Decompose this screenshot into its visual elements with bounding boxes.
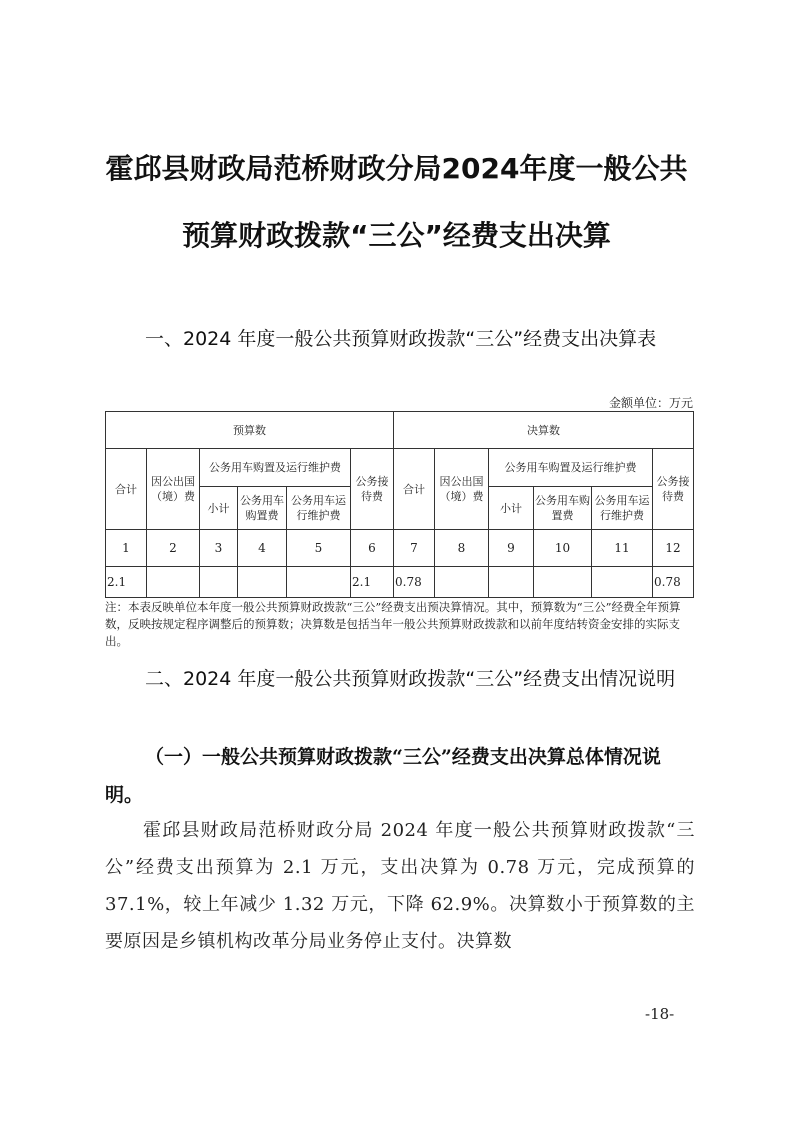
budget-vehicle-group-header: 公务用车购置及运行维护费: [200, 449, 351, 487]
document-title-line-2: 预算财政拨款“三公”经费支出决算: [182, 219, 611, 252]
table-note: 注：本表反映单位本年度一般公共预算财政拨款“三公”经费支出预决算情况。其中，预算数为“三公”经费全年预算数，反映按规定程序调整后的预算数；决算数是包括当年一般公共预算财政拨款和以前年度结转资金安排的实际支出。: [105, 600, 681, 648]
index-cell: 3: [200, 530, 238, 567]
table-group-header-row: [106, 412, 694, 449]
data-cell: [287, 567, 351, 598]
data-cell: [200, 567, 238, 598]
final-abroad-header: 因公出国（境）费: [435, 449, 489, 530]
data-cell: 0.78: [394, 567, 435, 598]
three-public-expenses-table: [105, 411, 694, 598]
data-cell: [534, 567, 592, 598]
index-cell: 5: [287, 530, 351, 567]
table-index-row: [106, 530, 694, 567]
final-subtotal-header: 小计: [489, 487, 534, 530]
body-paragraph: 霍邱县财政局范桥财政分局 2024 年度一般公共预算财政拨款“三公”经费支出预算为 2.1 万元，支出决算为 0.78 万元，完成预算的 37.1%，较上年减少 1.32 万元，下降 62.9%。决算数小于预算数的主要原因是乡镇机构改革分局业务停止支付。决算数: [105, 820, 695, 952]
table-data-row: [106, 567, 694, 598]
index-cell: 8: [435, 530, 489, 567]
index-cell: 6: [351, 530, 394, 567]
index-cell: 1: [106, 530, 147, 567]
data-cell: 2.1: [351, 567, 394, 598]
budget-vehicle-operation-header: 公务用车运行维护费: [287, 487, 351, 530]
budget-reception-header: 公务接待费: [351, 449, 394, 530]
subsection-1-heading: （一）一般公共预算财政拨款“三公”经费支出决算总体情况说明。: [105, 746, 661, 806]
budget-subtotal-header: 小计: [200, 487, 238, 530]
section-1-heading: 一、2024 年度一般公共预算财政拨款“三公”经费支出决算表: [145, 328, 657, 350]
final-vehicle-purchase-header: 公务用车购置费: [534, 487, 592, 530]
data-cell: [147, 567, 200, 598]
document-title-line-1: 霍邱县财政局范桥财政分局2024年度一般公共: [105, 152, 688, 185]
final-vehicle-operation-header: 公务用车运行维护费: [592, 487, 653, 530]
final-total-header: 合计: [394, 449, 435, 530]
budget-total-header: 合计: [106, 449, 147, 530]
index-cell: 10: [534, 530, 592, 567]
table-column-header-row: [106, 449, 694, 487]
budget-group-header: 预算数: [106, 412, 394, 449]
final-reception-header: 公务接待费: [653, 449, 694, 530]
index-cell: 12: [653, 530, 694, 567]
page-number: -18-: [645, 1005, 675, 1023]
index-cell: 9: [489, 530, 534, 567]
index-cell: 2: [147, 530, 200, 567]
index-cell: 4: [238, 530, 287, 567]
data-cell: [238, 567, 287, 598]
index-cell: 7: [394, 530, 435, 567]
data-cell: [489, 567, 534, 598]
budget-vehicle-purchase-header: 公务用车购置费: [238, 487, 287, 530]
data-cell: 2.1: [106, 567, 147, 598]
unit-label: 金额单位：万元: [608, 396, 693, 410]
final-vehicle-group-header: 公务用车购置及运行维护费: [489, 449, 653, 487]
data-cell: [435, 567, 489, 598]
section-2-heading: 二、2024 年度一般公共预算财政拨款“三公”经费支出情况说明: [145, 668, 676, 690]
data-cell: 0.78: [653, 567, 694, 598]
data-cell: [592, 567, 653, 598]
index-cell: 11: [592, 530, 653, 567]
budget-abroad-header: 因公出国（境）费: [147, 449, 200, 530]
final-group-header: 决算数: [394, 412, 694, 449]
